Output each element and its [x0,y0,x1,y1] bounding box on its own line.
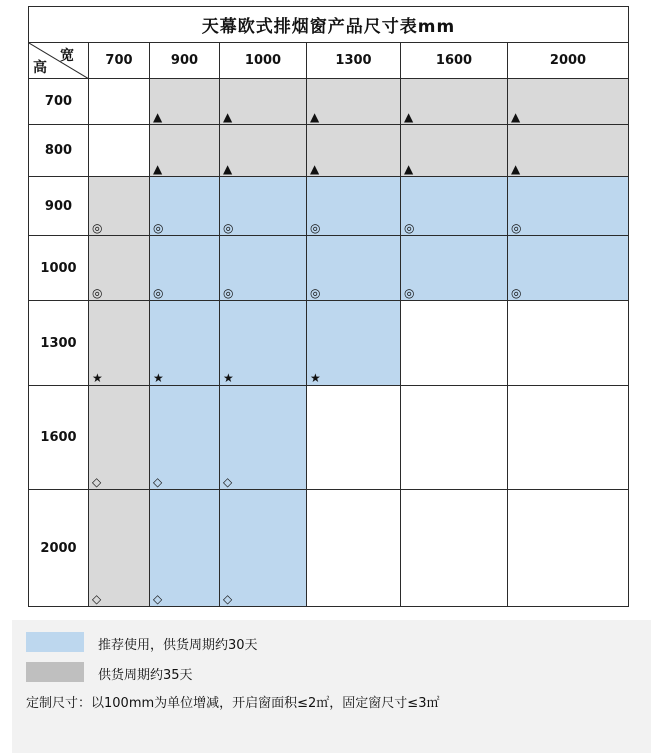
size-cell [307,79,401,125]
size-table [28,6,629,607]
column-header: 1300 [307,43,401,79]
size-cell [401,386,508,490]
cell-mark-icon: ★ [92,371,103,385]
cell-mark-icon: ◎ [153,221,164,235]
table-row [29,490,629,607]
row-header: 900 [29,177,89,236]
size-cell [89,79,150,125]
cell-mark-icon: ◎ [223,286,234,300]
table-row [29,301,629,386]
cell-mark-icon: ★ [223,371,234,385]
cell-mark-icon: ◎ [153,286,164,300]
cell-mark-icon: ◇ [92,475,102,489]
row-header: 1600 [29,386,89,490]
size-cell [307,125,401,177]
size-cell [307,386,401,490]
size-cell [401,490,508,607]
legend-swatch-gray [26,662,84,682]
size-cell [220,301,307,386]
cell-mark-icon: ★ [153,371,164,385]
table-title: 天幕欧式排烟窗产品尺寸表mm [29,7,629,43]
cell-mark-icon: ▲ [404,110,414,124]
size-cell [401,236,508,301]
cell-mark-icon: ◎ [92,221,103,235]
row-header: 2000 [29,490,89,607]
size-cell [508,125,629,177]
size-cell [150,177,220,236]
cell-mark-icon: ▲ [511,110,521,124]
table-row [29,79,629,125]
size-cell [220,490,307,607]
size-cell [150,236,220,301]
table-row [29,386,629,490]
corner-cell [29,43,89,79]
column-header: 1600 [401,43,508,79]
cell-mark-icon: ▲ [223,110,233,124]
size-cell [401,79,508,125]
size-cell [89,490,150,607]
size-cell [150,386,220,490]
size-cell [508,177,629,236]
cell-mark-icon: ◎ [310,286,321,300]
cell-mark-icon: ◎ [223,221,234,235]
row-header: 700 [29,79,89,125]
legend-text-recommended: 推荐使用，供货周期约30天 [98,638,258,653]
size-cell [150,79,220,125]
cell-mark-icon: ◇ [223,592,233,606]
size-cell [220,79,307,125]
size-cell [307,177,401,236]
row-header: 1300 [29,301,89,386]
size-cell [508,301,629,386]
size-cell [401,177,508,236]
size-cell [220,125,307,177]
size-cell [508,236,629,301]
size-cell [150,490,220,607]
cell-mark-icon: ◎ [92,286,103,300]
legend-swatch-blue [26,632,84,652]
cell-mark-icon: ▲ [404,162,414,176]
size-cell [401,301,508,386]
cell-mark-icon: ◎ [511,286,522,300]
cell-mark-icon: ▲ [310,162,320,176]
cell-mark-icon: ▲ [153,162,163,176]
column-header: 700 [89,43,150,79]
cell-mark-icon: ★ [310,371,321,385]
size-cell [508,490,629,607]
cell-mark-icon: ▲ [223,162,233,176]
size-cell [220,177,307,236]
size-cell [307,236,401,301]
size-cell [89,125,150,177]
size-cell [220,236,307,301]
height-label: 高 [33,60,47,76]
width-label: 宽 [60,48,74,64]
size-cell [220,386,307,490]
cell-mark-icon: ◇ [153,592,163,606]
size-cell [89,177,150,236]
legend-panel [12,620,651,753]
row-header: 800 [29,125,89,177]
cell-mark-icon: ◇ [92,592,102,606]
size-table-container [28,6,628,609]
size-cell [508,386,629,490]
table-row [29,236,629,301]
size-cell [150,301,220,386]
size-cell [508,79,629,125]
cell-mark-icon: ◎ [404,286,415,300]
size-cell [307,301,401,386]
size-cell [401,125,508,177]
cell-mark-icon: ▲ [153,110,163,124]
size-cell [89,386,150,490]
cell-mark-icon: ▲ [511,162,521,176]
cell-mark-icon: ▲ [310,110,320,124]
custom-size-note: 定制尺寸：以100mm为单位增减，开启窗面积≤2㎡，固定窗尺寸≤3㎡ [26,696,440,711]
row-header: 1000 [29,236,89,301]
table-row [29,125,629,177]
legend-text-standard: 供货周期约35天 [98,668,193,683]
cell-mark-icon: ◇ [223,475,233,489]
cell-mark-icon: ◇ [153,475,163,489]
size-cell [89,301,150,386]
size-cell [307,490,401,607]
column-header: 1000 [220,43,307,79]
cell-mark-icon: ◎ [404,221,415,235]
column-header: 900 [150,43,220,79]
cell-mark-icon: ◎ [511,221,522,235]
cell-mark-icon: ◎ [310,221,321,235]
size-cell [89,236,150,301]
table-row [29,177,629,236]
size-cell [150,125,220,177]
column-header: 2000 [508,43,629,79]
